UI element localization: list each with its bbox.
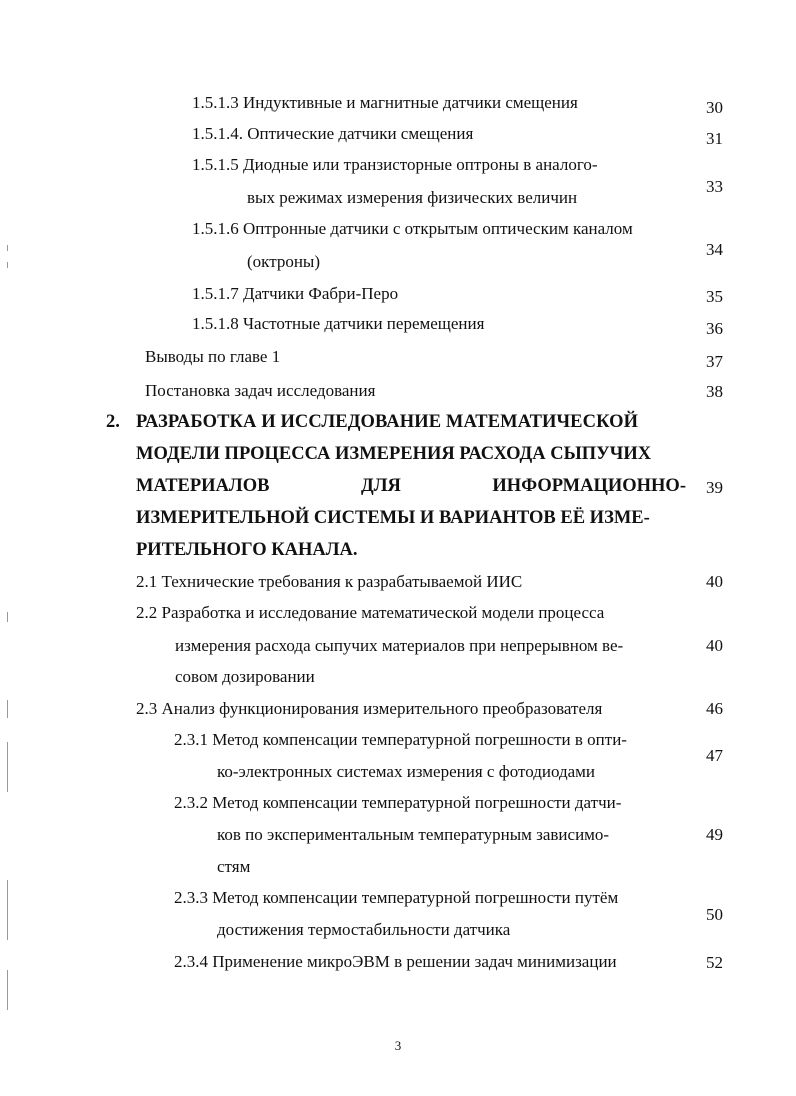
page-number: 3 [394,1038,402,1053]
chapter-title-line3 [136,476,686,496]
toc-entry-1-5-1-5-line2: вых режимах измерения физических величин [247,188,578,207]
toc-entry-2-3-2-line3: стям [217,857,251,876]
toc-entry-1-5-1-7: 1.5.1.7 Датчики Фабри-Перо [192,284,399,303]
toc-page-number: 40 [706,636,723,655]
toc-entry-2-2-line1: 2.2 Разработка и исследование математической модели процесса [136,603,605,622]
toc-page-number: 35 [706,287,723,306]
toc-page-number: 50 [706,905,723,924]
toc-entry-1-5-1-3: 1.5.1.3 Индуктивные и магнитные датчики смещения [192,93,578,112]
toc-page-number: 31 [706,129,723,148]
toc-page-number: 33 [706,177,723,196]
scan-mark [7,700,8,718]
toc-page-number: 40 [706,572,723,591]
chapter-title-line5: РИТЕЛЬНОГО КАНАЛА. [136,540,358,560]
toc-entry-2-3-3-line2: достижения термостабильности датчика [217,920,511,939]
toc-entry-1-5-1-8: 1.5.1.8 Частотные датчики перемещения [192,314,485,333]
toc-entry-2-3-3-line1: 2.3.3 Метод компенсации температурной погрешности путём [174,888,619,907]
scan-mark [7,880,8,940]
toc-page-number: 30 [706,98,723,117]
chapter-title-line1 [136,412,686,432]
chapter-title-line2: МОДЕЛИ ПРОЦЕССА ИЗМЕРЕНИЯ РАСХОДА СЫПУЧИХ [136,444,652,464]
scan-mark [7,262,8,268]
chapter-title-word: ДЛЯ [361,476,401,496]
toc-entry-2-2-line3: совом дозировании [175,667,315,686]
scan-mark [7,612,8,622]
toc-page-number: 36 [706,319,723,338]
toc-entry-2-3-2-line2: ков по экспериментальным температурным зависимо- [217,825,610,844]
scan-mark [7,970,8,1010]
toc-page-number: 47 [706,746,723,765]
toc-entry-2-3-4: 2.3.4 Применение микроЭВМ в решении задач минимизации [174,952,617,971]
toc-page-number: 37 [706,352,723,371]
toc-entry-2-3-1-line2: ко-электронных системах измерения с фотодиодами [217,762,596,781]
scan-mark [7,742,8,792]
toc-entry-1-5-1-6-line2: (октроны) [247,252,321,271]
toc-entry-2-1: 2.1 Технические требования к разрабатываемой ИИС [136,572,523,591]
chapter-title-word: МАТЕРИАЛОВ [136,476,270,496]
scan-mark [7,245,8,251]
toc-page-number: 46 [706,699,723,718]
toc-entry-2-3: 2.3 Анализ функционирования измерительного преобразователя [136,699,603,718]
toc-entry-conclusions: Выводы по главе 1 [145,347,281,366]
toc-entry-1-5-1-6-line1: 1.5.1.6 Оптронные датчики с открытым оптическим каналом [192,219,633,238]
toc-entry-1-5-1-4: 1.5.1.4. Оптические датчики смещения [192,124,474,143]
toc-entry-problem-statement: Постановка задач исследования [145,381,376,400]
toc-entry-2-3-2-line1: 2.3.2 Метод компенсации температурной погрешности датчи- [174,793,622,812]
toc-page-number: 39 [706,478,723,497]
toc-entry-1-5-1-5-line1: 1.5.1.5 Диодные или транзисторные оптроны в аналого- [192,155,598,174]
chapter-title-word: ИНФОРМАЦИОННО- [492,476,686,496]
toc-page-number: 49 [706,825,723,844]
toc-page-number: 52 [706,953,723,972]
toc-entry-2-2-line2: измерения расхода сыпучих материалов при непрерывном ве- [175,636,624,655]
toc-entry-2-3-1-line1: 2.3.1 Метод компенсации температурной погрешности в опти- [174,730,627,749]
toc-page-number: 38 [706,382,723,401]
chapter-number: 2. [106,412,120,432]
chapter-title-line4: ИЗМЕРИТЕЛЬНОЙ СИСТЕМЫ И ВАРИАНТОВ ЕЁ ИЗМЕ- [136,508,650,528]
chapter-title-line1-text: РАЗРАБОТКА И ИССЛЕДОВАНИЕ МАТЕМАТИЧЕСКОЙ [136,412,639,432]
toc-page-number: 34 [706,240,723,259]
